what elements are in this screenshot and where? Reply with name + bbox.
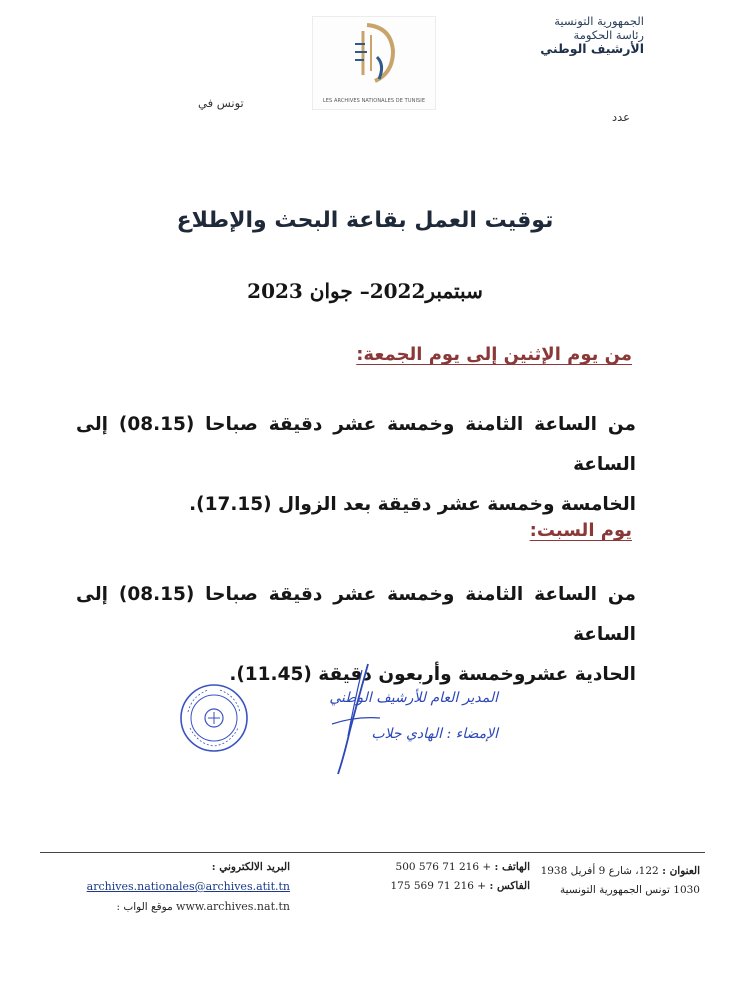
section-body-weekdays [76,405,636,525]
weekdays-line-1: من الساعة الثامنة وخمسة عشر دقيقة صباحا (08.15) إلى الساعة [76,414,636,475]
saturday-line-2: الحادية عشروخمسة وأربعون دقيقة (11.45). [229,664,636,685]
footer-contact [360,858,530,896]
reference-number-label: عدد [611,110,630,124]
phone-value: 500 576 71 216 + [395,861,492,873]
email-label: البريد الالكتروني : [211,861,290,873]
section-heading-weekdays: من يوم الإثنين إلى يوم الجمعة: [356,344,632,365]
signatory-title: المدير العام للأرشيف الوطني [329,690,498,706]
fax-value: 175 569 71 216 + [390,880,487,892]
place-date-label: تونس في [198,96,244,110]
footer-divider [40,852,705,853]
weekdays-line-2: الخامسة وخمسة عشر دقيقة بعد الزوال (17.15). [189,494,636,515]
address-line-1: 122، شارع 9 أفريل 1938 [540,865,659,877]
period-subtitle: سبتمبر2022– جوان 2023 [247,279,483,303]
footer-address [530,862,700,900]
signatory-name: الإمضاء : الهادي جلاب [371,726,498,742]
national-archives-logo-icon [353,21,397,87]
footer-online [86,858,290,917]
phone-label: الهاتف : [494,861,530,873]
signature-block [178,660,498,780]
fax-label: الفاكس : [489,880,530,892]
email-link[interactable]: archives.nationales@archives.atit.tn [86,880,290,893]
logo-caption: LES ARCHIVES NATIONALES DE TUNISIE [322,98,426,104]
republic-label: الجمهورية التونسية [554,14,644,28]
archives-label: الأرشيف الوطني [540,41,644,56]
official-stamp-icon [178,682,250,754]
presidency-label: رئاسة الحكومة [573,28,644,42]
document-title: توقيت العمل بقاعة البحث والإطلاع [176,208,554,233]
handwritten-signature-icon [328,660,388,780]
address-label: العنوان : [662,865,700,877]
saturday-line-1: من الساعة الثامنة وخمسة عشر دقيقة صباحا (08.15) إلى الساعة [76,584,636,645]
website-link[interactable]: www.archives.nat.tn [176,900,290,913]
letterhead [464,14,644,56]
section-heading-saturday: يوم السبت: [529,520,632,541]
website-label: موقع الواب : [116,901,173,913]
address-line-2: 1030 تونس الجمهورية التونسية [559,884,700,896]
archives-logo [312,16,436,110]
